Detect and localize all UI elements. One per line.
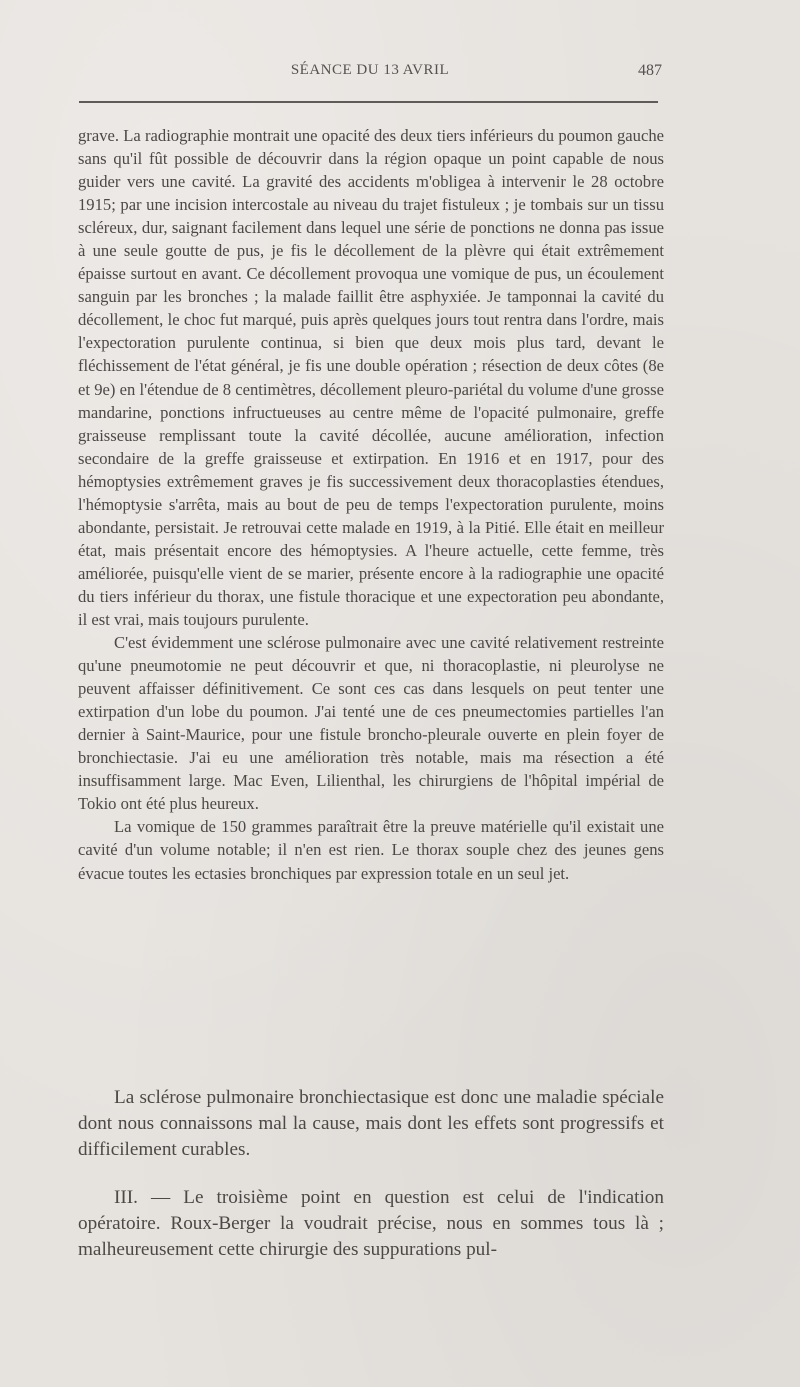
- paragraph-section-three: III. — Le troisième point en question est celui de l'indication opératoire. Roux-Berger la voudrait précise, nous en sommes tous là ; malheureusement cette chirurgie des suppurations pul-: [78, 1187, 664, 1261]
- conclusion-block: [78, 1085, 664, 1164]
- case-report-text: [78, 124, 664, 885]
- paragraph-sclerosis: C'est évidemment une sclérose pulmonaire avec une cavité relativement restreinte qu'une pneumotomie ne peut découvrir et que, ni thoracoplastie, ni pleurolyse ne peuvent affaisser définitivement. Ce sont ces cas dans lesquels on peut tenter une extirpation d'un lobe du poumon. J'ai tenté une de ces pneumectomies partielles l'an dernier à Saint-Maurice, pour une fistule broncho-pleurale ouverte en plein foyer de bronchiectasie. J'ai eu une amélioration très notable, mais ma résection a été insuffisamment large. Mac Even, Lilienthal, les chirurgiens de l'hôpital impérial de Tokio ont été plus heureux.: [78, 633, 664, 814]
- paragraph-case-history: grave. La radiographie montrait une opacité des deux tiers inférieurs du poumon gauche sans qu'il fût possible de découvrir dans la région opaque un point capable de nous guider vers une cavité. La gravité des accidents m'obligea à intervenir le 28 octobre 1915; par une incision intercostale au niveau du trajet fistuleux ; je tombais sur un tissu scléreux, dur, saignant facilement dans lequel une série de ponctions ne donna pas issue à une seule goutte de pus, je fis le décollement de la plèvre qui était extrêmement épaisse surtout en avant. Ce décollement provoqua une vomique de pus, un écoulement sanguin par les bronches ; la malade faillit être asphyxiée. Je tamponnai la cavité du décollement, le choc fut marqué, puis après quelques jours tout rentra dans l'ordre, mais l'expectoration purulente continua, si bien que deux mois plus tard, devant le fléchissement de l'état général, je fis une double opération ; résection de deux côtes (8e et 9e) en l'étendue de 8 centimètres, décollement pleuro-pariétal du volume d'une grosse mandarine, ponctions infructueuses au centre même de l'opacité pulmonaire, greffe graisseuse remplissant toute la cavité décollée, aucune amélioration, infection secondaire de la greffe graisseuse et extirpation. En 1916 et en 1917, pour des hémoptysies extrêmement graves je fis successivement deux thoracoplasties étendues, l'hémoptysie s'arrêta, mais au bout de peu de temps l'expectoration purulente, moins abondante, persistait. Je retrouvai cette malade en 1919, à la Pitié. Elle était en meilleur état, mais présentait encore des hémoptysies. A l'heure actuelle, cette femme, très améliorée, puisqu'elle vient de se marier, présente encore à la radiographie une opacité du tiers inférieur du thorax, une fistule thoracique et une expectoration peu abondante, il est vrai, mais toujours purulente.: [78, 126, 664, 629]
- paragraph-conclusion: La sclérose pulmonaire bronchiectasique est donc une maladie spéciale dont nous connaissons mal la cause, mais dont les effets sont progressifs et difficilement curables.: [78, 1087, 664, 1161]
- section-three-block: [78, 1185, 664, 1264]
- running-head: [78, 62, 662, 86]
- paragraph-vomique: La vomique de 150 grammes paraîtrait être la preuve matérielle qu'il existait une cavité d'un volume notable; il n'en est rien. Le thorax souple chez des jeunes gens évacue toutes les ectasies bronchiques par expression totale en un seul jet.: [78, 817, 664, 883]
- header-rule: [79, 101, 658, 103]
- page-number: 487: [638, 62, 662, 79]
- running-title: SÉANCE DU 13 AVRIL: [290, 62, 450, 78]
